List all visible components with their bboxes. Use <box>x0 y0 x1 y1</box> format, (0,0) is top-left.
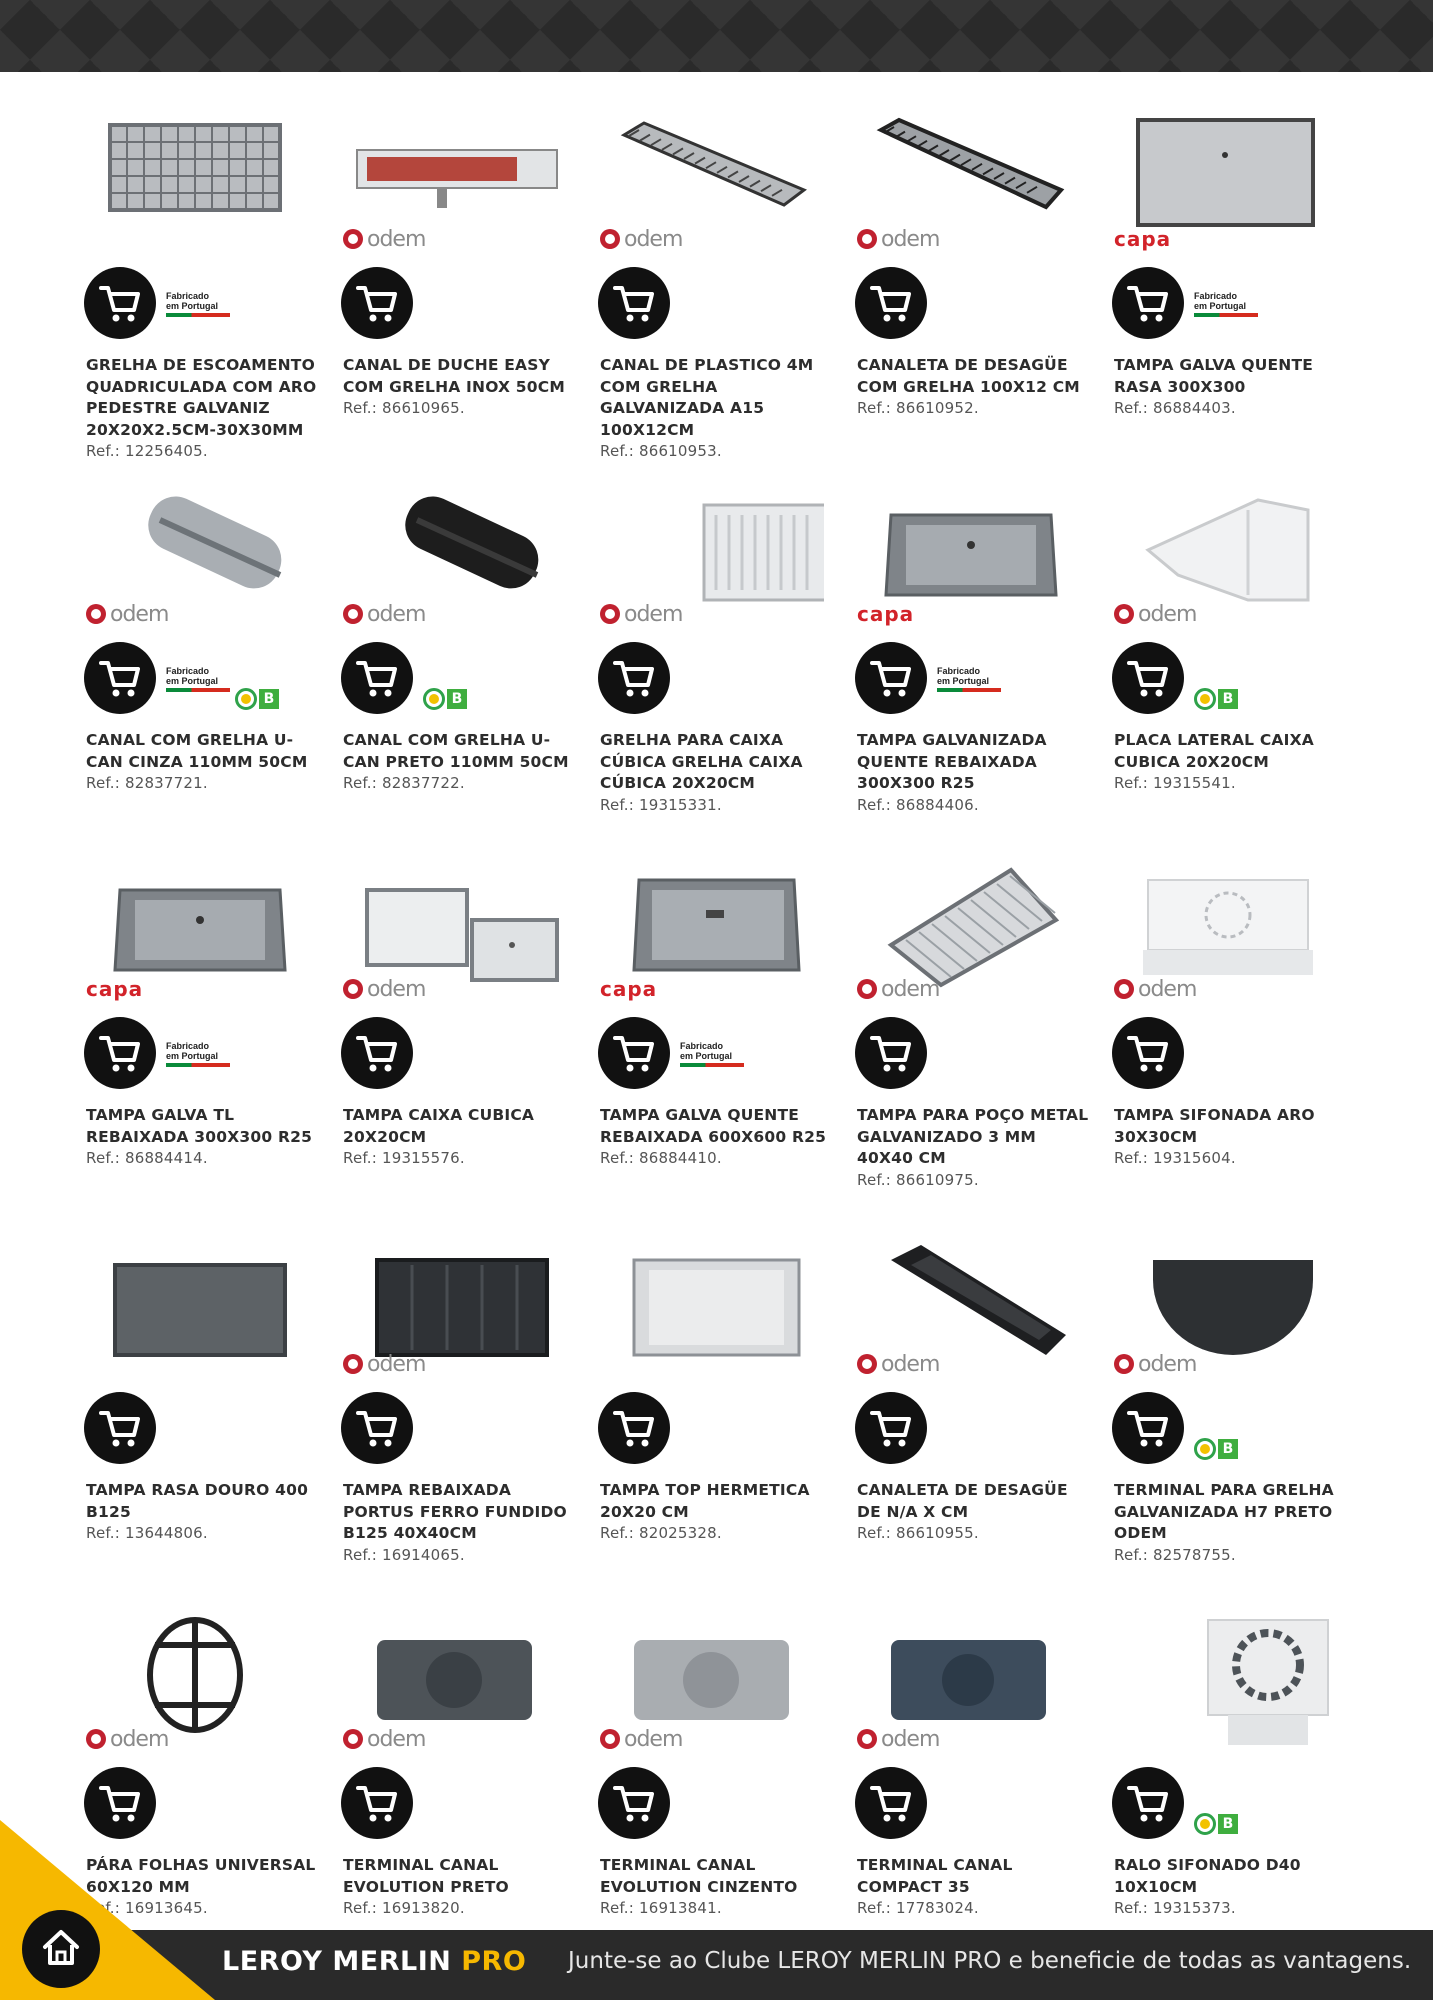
energy-class: B <box>1218 1814 1238 1834</box>
product-title: TAMPA REBAIXADA PORTUS FERRO FUNDIDO B125 40X40CM <box>343 1481 567 1542</box>
product-ref: Ref.: 86884414. <box>86 1149 208 1167</box>
brand-name: odem <box>881 226 940 252</box>
energy-label-badge <box>1194 1811 1238 1837</box>
product-ref: Ref.: 16913841. <box>600 1899 722 1917</box>
portugal-flag-icon <box>166 313 230 317</box>
product-image[interactable] <box>851 865 1081 995</box>
odem-logo-icon <box>1114 979 1134 999</box>
product-card[interactable] <box>594 865 851 1240</box>
product-card[interactable] <box>851 865 1108 1240</box>
product-ref: Ref.: 86610975. <box>857 1170 979 1189</box>
product-name[interactable] <box>343 1855 578 1920</box>
add-to-cart-button[interactable] <box>341 642 413 714</box>
product-title: CANALETA DE DESAGÜE DE N/A X CM <box>857 1481 1068 1521</box>
product-grid <box>80 115 1365 1990</box>
add-to-cart-button[interactable] <box>855 1017 927 1089</box>
made-in-line-2: em Portugal <box>166 301 219 311</box>
product-ref: Ref.: 19315373. <box>1114 1899 1236 1917</box>
shopping-cart-icon <box>355 282 399 324</box>
product-ref: Ref.: 86610952. <box>857 399 979 417</box>
brand-capa <box>86 978 143 1000</box>
brand-capa <box>857 603 914 625</box>
product-name[interactable] <box>343 355 578 420</box>
product-title: RALO SIFONADO D40 10X10CM <box>1114 1856 1301 1896</box>
product-ref: Ref.: 82025328. <box>600 1524 722 1542</box>
brand-odem <box>86 1728 168 1750</box>
brand-name: odem <box>624 1726 683 1752</box>
product-image[interactable] <box>1108 865 1338 995</box>
add-to-cart-button[interactable] <box>84 267 156 339</box>
shopping-cart-icon <box>1126 657 1170 699</box>
add-to-cart-button[interactable] <box>598 1767 670 1839</box>
product-title: CANAL DE PLASTICO 4M COM GRELHA GALVANIZADA A15 100X12CM <box>600 356 814 439</box>
energy-ring-icon <box>1194 1813 1216 1835</box>
shopping-cart-icon <box>355 1032 399 1074</box>
brand-odem <box>343 1353 425 1375</box>
product-image[interactable] <box>80 1615 310 1745</box>
logo-main-text: LEROY MERLIN <box>222 1946 452 1977</box>
product-card[interactable] <box>594 490 851 865</box>
brand-odem <box>343 603 425 625</box>
product-title: CANAL COM GRELHA U-CAN CINZA 110MM 50CM <box>86 731 308 771</box>
brand-odem <box>600 603 682 625</box>
made-in-portugal-badge <box>680 1041 744 1067</box>
product-title: CANALETA DE DESAGÜE COM GRELHA 100X12 CM <box>857 356 1080 396</box>
brand-name: odem <box>1138 976 1197 1002</box>
made-in-line-2: em Portugal <box>937 676 990 686</box>
add-to-cart-button[interactable] <box>1112 1767 1184 1839</box>
product-title: TAMPA CAIXA CUBICA 20X20CM <box>343 1106 535 1146</box>
shopping-cart-icon <box>1126 282 1170 324</box>
portugal-flag-icon <box>680 1063 744 1067</box>
product-name[interactable] <box>86 355 321 463</box>
shopping-cart-icon <box>869 1782 913 1824</box>
energy-class: B <box>259 689 279 709</box>
product-ref: Ref.: 16913820. <box>343 1899 465 1917</box>
product-title: CANAL DE DUCHE EASY COM GRELHA INOX 50CM <box>343 356 565 396</box>
brand-name: odem <box>110 1726 169 1752</box>
add-to-cart-button[interactable] <box>341 1392 413 1464</box>
brand-name: odem <box>367 1726 426 1752</box>
product-name[interactable] <box>343 730 578 795</box>
product-image[interactable] <box>337 1615 567 1745</box>
portugal-flag-icon <box>166 688 230 692</box>
product-name[interactable] <box>600 730 835 816</box>
product-title: TAMPA RASA DOURO 400 B125 <box>86 1481 309 1521</box>
product-title: TERMINAL CANAL EVOLUTION CINZENTO <box>600 1856 798 1896</box>
product-name[interactable] <box>1114 1855 1349 1920</box>
odem-logo-icon <box>1114 604 1134 624</box>
product-image[interactable] <box>851 1615 1081 1745</box>
shopping-cart-icon <box>869 1407 913 1449</box>
product-title: TAMPA GALVA QUENTE REBAIXADA 600X600 R25 <box>600 1106 827 1146</box>
shopping-cart-icon <box>98 1407 142 1449</box>
product-name[interactable] <box>857 730 1092 816</box>
product-image[interactable] <box>337 490 567 620</box>
add-to-cart-button[interactable] <box>341 1767 413 1839</box>
product-card[interactable] <box>851 115 1108 490</box>
brand-odem <box>857 1728 939 1750</box>
product-ref: Ref.: 19315604. <box>1114 1149 1236 1167</box>
brand-odem <box>343 1728 425 1750</box>
product-title: CANAL COM GRELHA U-CAN PRETO 110MM 50CM <box>343 731 569 771</box>
energy-class: B <box>1218 1439 1238 1459</box>
brand-name: odem <box>624 226 683 252</box>
product-ref: Ref.: 82837722. <box>343 774 465 792</box>
product-name[interactable] <box>343 1105 578 1170</box>
add-to-cart-button[interactable] <box>598 1017 670 1089</box>
odem-logo-icon <box>1114 1354 1134 1374</box>
product-card[interactable] <box>1108 490 1365 865</box>
made-in-line-1: Fabricado <box>166 1041 210 1051</box>
brand-odem <box>857 228 939 250</box>
odem-logo-icon <box>343 979 363 999</box>
product-image[interactable] <box>80 490 310 620</box>
energy-ring-icon <box>1194 1438 1216 1460</box>
add-to-cart-button[interactable] <box>84 1017 156 1089</box>
shopping-cart-icon <box>1126 1782 1170 1824</box>
add-to-cart-button[interactable] <box>598 642 670 714</box>
product-ref: Ref.: 19315541. <box>1114 774 1236 792</box>
brand-odem <box>857 978 939 1000</box>
shopping-cart-icon <box>612 1782 656 1824</box>
brand-odem <box>1114 603 1196 625</box>
energy-label-badge <box>1194 1436 1238 1462</box>
product-image[interactable] <box>1108 490 1338 620</box>
made-in-portugal-badge <box>166 666 230 692</box>
product-ref: Ref.: 12256405. <box>86 442 208 460</box>
product-card[interactable] <box>594 115 851 490</box>
brand-odem <box>86 603 168 625</box>
product-title: TAMPA GALVANIZADA QUENTE REBAIXADA 300X300 R25 <box>857 731 1047 792</box>
home-button[interactable] <box>22 1910 100 1988</box>
product-card[interactable] <box>1108 115 1365 490</box>
shopping-cart-icon <box>1126 1407 1170 1449</box>
product-ref: Ref.: 16914065. <box>343 1545 465 1564</box>
energy-label-badge <box>423 686 467 712</box>
product-title: TAMPA GALVA QUENTE RASA 300X300 <box>1114 356 1313 396</box>
brand-logo[interactable] <box>222 1946 526 1977</box>
brand-odem <box>600 1728 682 1750</box>
add-to-cart-button[interactable] <box>84 1392 156 1464</box>
made-in-line-2: em Portugal <box>166 1051 219 1061</box>
brand-name: odem <box>1138 1351 1197 1377</box>
product-image[interactable] <box>851 115 1081 245</box>
shopping-cart-icon <box>98 1782 142 1824</box>
odem-logo-icon <box>600 229 620 249</box>
product-name[interactable] <box>86 1105 321 1170</box>
shopping-cart-icon <box>98 657 142 699</box>
energy-class: B <box>1218 689 1238 709</box>
shopping-cart-icon <box>355 657 399 699</box>
logo-pro-text: PRO <box>461 1946 527 1977</box>
add-to-cart-button[interactable] <box>598 267 670 339</box>
product-image[interactable] <box>1108 1615 1338 1745</box>
product-image[interactable] <box>594 115 824 245</box>
odem-logo-icon <box>343 1354 363 1374</box>
made-in-line-2: em Portugal <box>680 1051 733 1061</box>
add-to-cart-button[interactable] <box>598 1392 670 1464</box>
odem-logo-icon <box>343 229 363 249</box>
product-title: GRELHA PARA CAIXA CÚBICA GRELHA CAIXA CÚBICA 20X20CM <box>600 731 803 792</box>
product-image[interactable] <box>337 115 567 245</box>
product-card[interactable] <box>80 865 337 1240</box>
product-title: TAMPA GALVA TL REBAIXADA 300X300 R25 <box>86 1106 313 1146</box>
shopping-cart-icon <box>612 1407 656 1449</box>
product-title: TERMINAL CANAL COMPACT 35 <box>857 1856 1013 1896</box>
add-to-cart-button[interactable] <box>341 1017 413 1089</box>
product-image[interactable] <box>594 865 824 995</box>
odem-logo-icon <box>600 604 620 624</box>
product-ref: Ref.: 16913645. <box>86 1899 208 1917</box>
portugal-flag-icon <box>166 1063 230 1067</box>
odem-logo-icon <box>857 229 877 249</box>
product-card[interactable] <box>80 1240 337 1615</box>
odem-logo-icon <box>600 1729 620 1749</box>
product-card[interactable] <box>1108 865 1365 1240</box>
product-image[interactable] <box>851 490 1081 620</box>
made-in-line-2: em Portugal <box>1194 301 1247 311</box>
made-in-portugal-badge <box>166 291 230 317</box>
add-to-cart-button[interactable] <box>1112 1392 1184 1464</box>
footer-slogan: Junte-se ao Clube LEROY MERLIN PRO e beneficie de todas as vantagens. <box>568 1948 1412 1974</box>
add-to-cart-button[interactable] <box>855 267 927 339</box>
made-in-line-1: Fabricado <box>1194 291 1238 301</box>
product-card[interactable] <box>851 490 1108 865</box>
portugal-flag-icon <box>1194 313 1258 317</box>
portugal-flag-icon <box>937 688 1001 692</box>
product-image[interactable] <box>337 865 567 995</box>
product-ref: Ref.: 19315331. <box>600 795 722 814</box>
add-to-cart-button[interactable] <box>855 1392 927 1464</box>
shopping-cart-icon <box>869 657 913 699</box>
brand-name: odem <box>624 601 683 627</box>
product-name[interactable] <box>343 1480 578 1566</box>
product-ref: Ref.: 86884403. <box>1114 399 1236 417</box>
shopping-cart-icon <box>612 657 656 699</box>
shopping-cart-icon <box>869 282 913 324</box>
shopping-cart-icon <box>869 1032 913 1074</box>
brand-capa <box>1114 228 1171 250</box>
product-name[interactable] <box>1114 730 1349 795</box>
odem-logo-icon <box>857 979 877 999</box>
odem-logo-icon <box>343 1729 363 1749</box>
made-in-line-1: Fabricado <box>166 291 210 301</box>
energy-class: B <box>447 689 467 709</box>
product-ref: Ref.: 82578755. <box>1114 1545 1236 1564</box>
product-title: PÁRA FOLHAS UNIVERSAL 60X120 MM <box>86 1856 316 1896</box>
product-image[interactable] <box>80 1240 310 1370</box>
product-image[interactable] <box>1108 115 1338 245</box>
product-image[interactable] <box>1108 1240 1338 1370</box>
product-card[interactable] <box>1108 1240 1365 1615</box>
header-banner <box>0 0 1433 72</box>
brand-name: odem <box>367 226 426 252</box>
odem-logo-icon <box>86 604 106 624</box>
product-name[interactable] <box>86 1480 321 1545</box>
product-image[interactable] <box>594 490 824 620</box>
brand-odem <box>343 978 425 1000</box>
product-title: TERMINAL PARA GRELHA GALVANIZADA H7 PRETO ODEM <box>1114 1481 1334 1542</box>
product-card[interactable] <box>337 115 594 490</box>
product-ref: Ref.: 82837721. <box>86 774 208 792</box>
brand-name: odem <box>367 601 426 627</box>
add-to-cart-button[interactable] <box>1112 642 1184 714</box>
made-in-line-1: Fabricado <box>937 666 981 676</box>
product-card[interactable] <box>337 1240 594 1615</box>
energy-label-badge <box>1194 686 1238 712</box>
shopping-cart-icon <box>612 1032 656 1074</box>
made-in-portugal-badge <box>937 666 1001 692</box>
product-name[interactable] <box>86 730 321 795</box>
brand-odem <box>1114 1353 1196 1375</box>
shopping-cart-icon <box>355 1782 399 1824</box>
home-icon <box>39 1925 83 1969</box>
product-image[interactable] <box>594 1240 824 1370</box>
product-card[interactable] <box>851 1240 1108 1615</box>
brand-name: odem <box>881 1726 940 1752</box>
product-name[interactable] <box>857 1855 1092 1920</box>
odem-logo-icon <box>343 604 363 624</box>
brand-name: odem <box>881 976 940 1002</box>
product-image[interactable] <box>80 865 310 995</box>
product-ref: Ref.: 86884406. <box>857 795 979 814</box>
product-card[interactable] <box>594 1240 851 1615</box>
product-card[interactable] <box>337 490 594 865</box>
add-to-cart-button[interactable] <box>1112 267 1184 339</box>
product-ref: Ref.: 86610965. <box>343 399 465 417</box>
brand-name: capa <box>600 977 658 1001</box>
add-to-cart-button[interactable] <box>855 642 927 714</box>
product-image[interactable] <box>80 115 310 245</box>
made-in-portugal-badge <box>166 1041 230 1067</box>
odem-logo-icon <box>86 1729 106 1749</box>
shopping-cart-icon <box>98 282 142 324</box>
brand-name: capa <box>857 602 915 626</box>
odem-logo-icon <box>857 1729 877 1749</box>
energy-label-badge <box>235 686 279 712</box>
product-name[interactable] <box>857 1105 1092 1191</box>
product-name[interactable] <box>1114 1105 1349 1170</box>
brand-name: odem <box>367 1351 426 1377</box>
product-name[interactable] <box>1114 355 1349 420</box>
brand-capa <box>600 978 657 1000</box>
product-card[interactable] <box>337 865 594 1240</box>
made-in-line-1: Fabricado <box>680 1041 724 1051</box>
product-ref: Ref.: 17783024. <box>857 1899 979 1917</box>
product-title: TERMINAL CANAL EVOLUTION PRETO <box>343 1856 509 1896</box>
made-in-line-2: em Portugal <box>166 676 219 686</box>
product-title: GRELHA DE ESCOAMENTO QUADRICULADA COM ARO PEDESTRE GALVANIZ 20X20X2.5CM-30X30MM <box>86 356 317 439</box>
add-to-cart-button[interactable] <box>341 267 413 339</box>
energy-ring-icon <box>235 688 257 710</box>
energy-ring-icon <box>423 688 445 710</box>
product-image[interactable] <box>337 1240 567 1370</box>
product-ref: Ref.: 86610953. <box>600 442 722 460</box>
brand-name: capa <box>86 977 144 1001</box>
product-ref: Ref.: 86610955. <box>857 1524 979 1542</box>
odem-logo-icon <box>857 1354 877 1374</box>
brand-odem <box>1114 978 1196 1000</box>
product-title: TAMPA SIFONADA ARO 30X30CM <box>1114 1106 1315 1146</box>
add-to-cart-button[interactable] <box>1112 1017 1184 1089</box>
product-card[interactable] <box>80 115 337 490</box>
shopping-cart-icon <box>98 1032 142 1074</box>
shopping-cart-icon <box>1126 1032 1170 1074</box>
add-to-cart-button[interactable] <box>84 642 156 714</box>
brand-name: odem <box>1138 601 1197 627</box>
product-title: TAMPA PARA POÇO METAL GALVANIZADO 3 MM 40X40 CM <box>857 1106 1089 1167</box>
product-name[interactable] <box>857 1480 1092 1545</box>
product-title: TAMPA TOP HERMETICA 20X20 CM <box>600 1481 810 1521</box>
product-image[interactable] <box>851 1240 1081 1370</box>
product-name[interactable] <box>600 355 835 463</box>
product-name[interactable] <box>1114 1480 1349 1566</box>
product-name[interactable] <box>600 1855 835 1920</box>
product-image[interactable] <box>594 1615 824 1745</box>
product-card[interactable] <box>80 490 337 865</box>
brand-odem <box>857 1353 939 1375</box>
shopping-cart-icon <box>612 282 656 324</box>
brand-name: capa <box>1114 227 1172 251</box>
product-ref: Ref.: 19315576. <box>343 1149 465 1167</box>
product-ref: Ref.: 86884410. <box>600 1149 722 1167</box>
product-name[interactable] <box>600 1105 835 1170</box>
brand-name: odem <box>367 976 426 1002</box>
energy-ring-icon <box>1194 688 1216 710</box>
brand-odem <box>343 228 425 250</box>
brand-name: odem <box>110 601 169 627</box>
product-name[interactable] <box>857 355 1092 420</box>
brand-odem <box>600 228 682 250</box>
shopping-cart-icon <box>355 1407 399 1449</box>
product-name[interactable] <box>600 1480 835 1545</box>
made-in-line-1: Fabricado <box>166 666 210 676</box>
add-to-cart-button[interactable] <box>855 1767 927 1839</box>
brand-name: odem <box>881 1351 940 1377</box>
made-in-portugal-badge <box>1194 291 1258 317</box>
product-title: PLACA LATERAL CAIXA CUBICA 20X20CM <box>1114 731 1314 771</box>
product-ref: Ref.: 13644806. <box>86 1524 208 1542</box>
